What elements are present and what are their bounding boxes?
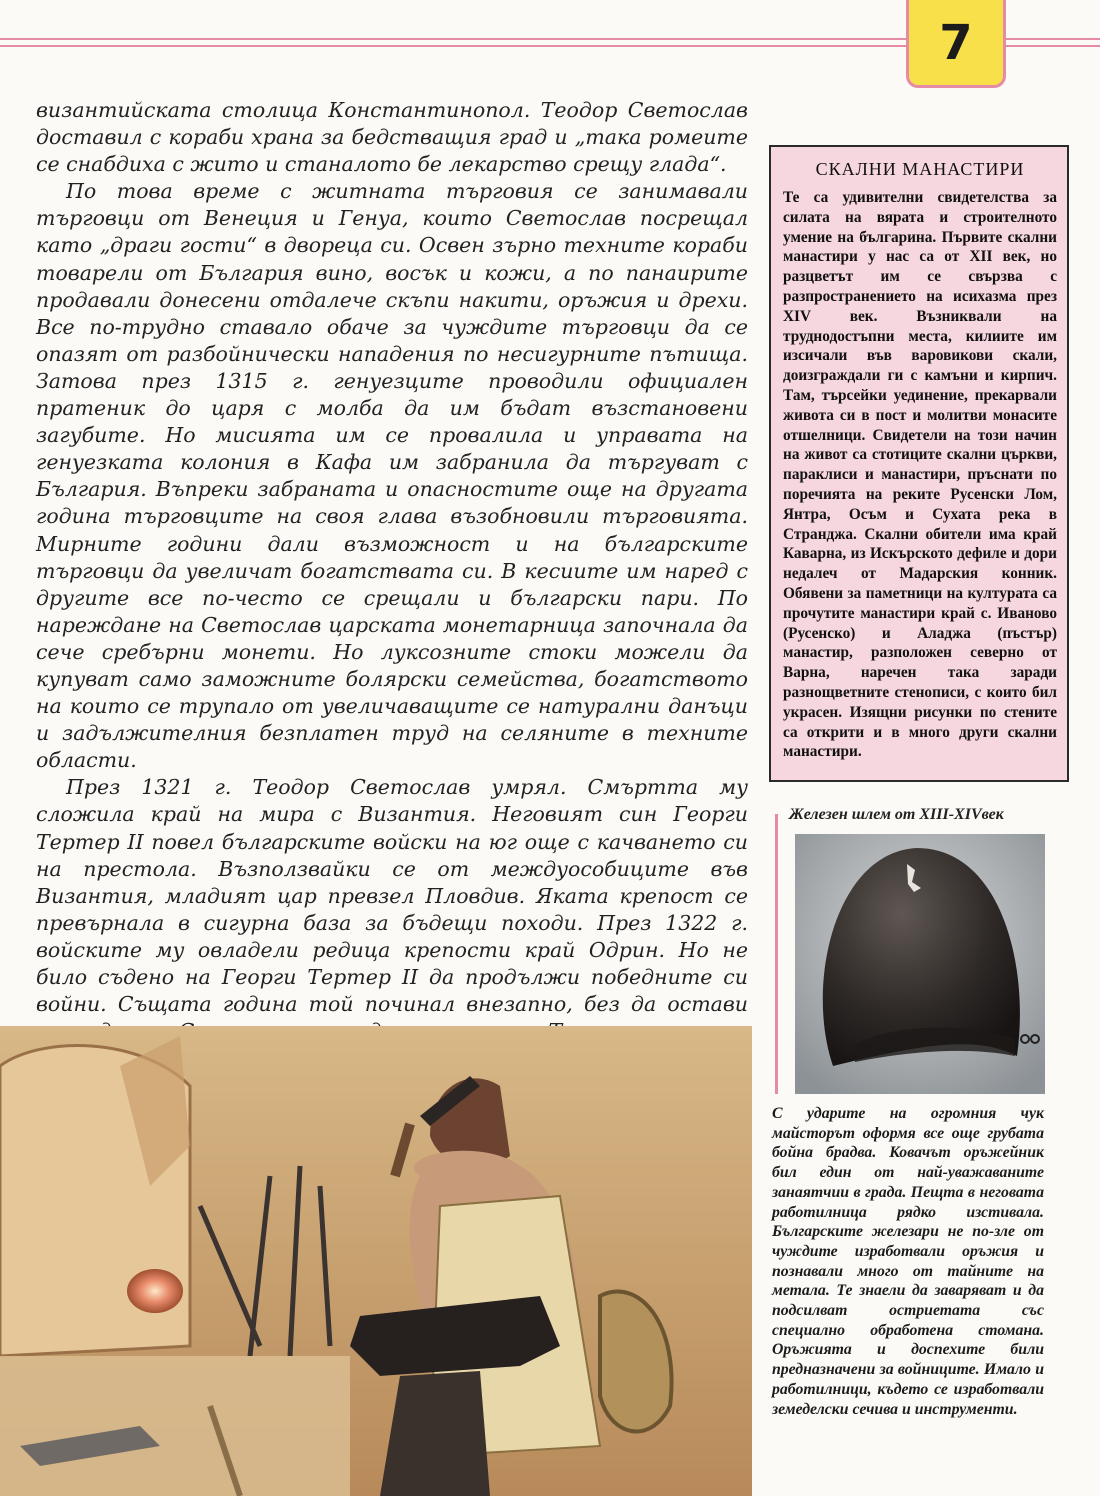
paragraph: византийската столица Константинопол. Теодор Светослав доставил с кораби храна за бедстващия град и „така ромеите се снабдиха с жито и станалото бе лекарство срещу глада“.: [36, 98, 748, 177]
helmet-caption: Железен шлем от XIII-XIVвек: [789, 806, 1004, 823]
page-number: 7: [939, 14, 973, 71]
iron-helmet-photo: [795, 834, 1045, 1094]
page-number-tab: [906, 0, 1006, 88]
paragraph: По това време с житната търговия се занимавали търговци от Венеция и Генуа, които Светослав посрещал като „драги гости“ в двореца си. Освен зърно техните кораби товарели от България вино, восък и кожи, а по панаирите продавали донесени отдалече скъпи накити, оръжия и дрехи. Все по-трудно ставало обаче за чуждите търговци да се опазят от разбойнически нападения по несигурните пътища. Затова през 1315 г. генуезците проводили официален пратеник до царя с молба да им бъдат възстановени загубите. Но мисията им се провалила и управата на генуезката колония в Кафа им забранила да търгуват с България. Въпреки забраната и опасностите още на другата година търговците на своя глава възобновили търговията. Мирните години дали възможност и на българските търговци да увеличат богатствата си. В кесиите им наред с другите все по-често се срещали и български пари. По нареждане на Светослав царската монетарница започнала да сече сребърни монети. Но луксозните стоки можели да купуват само заможните болярски семейства, богатството на които се трупало от увеличаващите се натурални данъци и задължителния безплатен труд на селяните в техните области.: [36, 179, 748, 773]
forge-caption: С ударите на огромния чук майсторът оформя все още грубата бойна брадва. Ковачът оръжейник бил един от най-уважаваните занаятчии в града. Пещта в неговата работилница рядко изстивала. Българските железари не по-зле от чуждите изработвали оръжия и познавали много от тайните на метала. Те знаели да заваряват и да подсилват остриетата със специално обработена стомана. Оръжията и доспехите били предназначени за войниците. Имало и работилници, където се изработвали земеделски сечива и инструменти.: [772, 1105, 1044, 1418]
blacksmith-illustration: [0, 1026, 752, 1496]
paragraph: През 1321 г. Теодор Светослав умрял. Смъртта му сложила край на мира с Византия. Неговият син Георги Тертер II повел българските войски на юг още с качването си на престола. Възползвайки се от междуособиците във Византия, младият цар превзел Пловдив. Яката крепост се превърнала в сигурна база за бъдещи походи. През 1322 г. войските му овладели редица крепости край Одрин. Но не било съдено на Георги Тертер II да продължи победните си войни. Същата година той починал внезапно, без да остави: [36, 775, 748, 1017]
sidebar-title: СКАЛНИ МАНАСТИРИ: [815, 159, 1025, 179]
caption-rule: [775, 814, 778, 1094]
rock-monasteries-box: [769, 145, 1069, 782]
sidebar-text: Те са удивителни свидетелства за силата на вярата и строителното умение на българина. Първите скални манастири у нас са от XII век, но разцветът им се свързва с разпространението на исихазма през XIV век. Възниквали на труднодостъпни места, килиите им изсичали във варовикови скали, доизграждали ги с камъни и кирпич. Там, търсейки уединение, прекарвали живота си в пост и молитви монасите отшелници. Свидетели на този начин на живот са стотиците скални църкви, параклиси и манастири, пръснати по поречията на реките Русенски Лом, Янтра, Осъм и Сухата река в Странджа. Скални обители има край Каварна, из Искърското дефиле и дори недалеч от Мадарския конник. Обявени за паметници на културата са прочутите манастири край с. Иваново (Русенско) и Аладжа (пъстър) манастир, разположен северно от Варна, наречен така заради разнощветните стенописи, с които бил украсен. Изящни рисунки по стените са открити и в много други скални манастири.: [783, 189, 1057, 761]
main-article: [36, 97, 748, 1045]
